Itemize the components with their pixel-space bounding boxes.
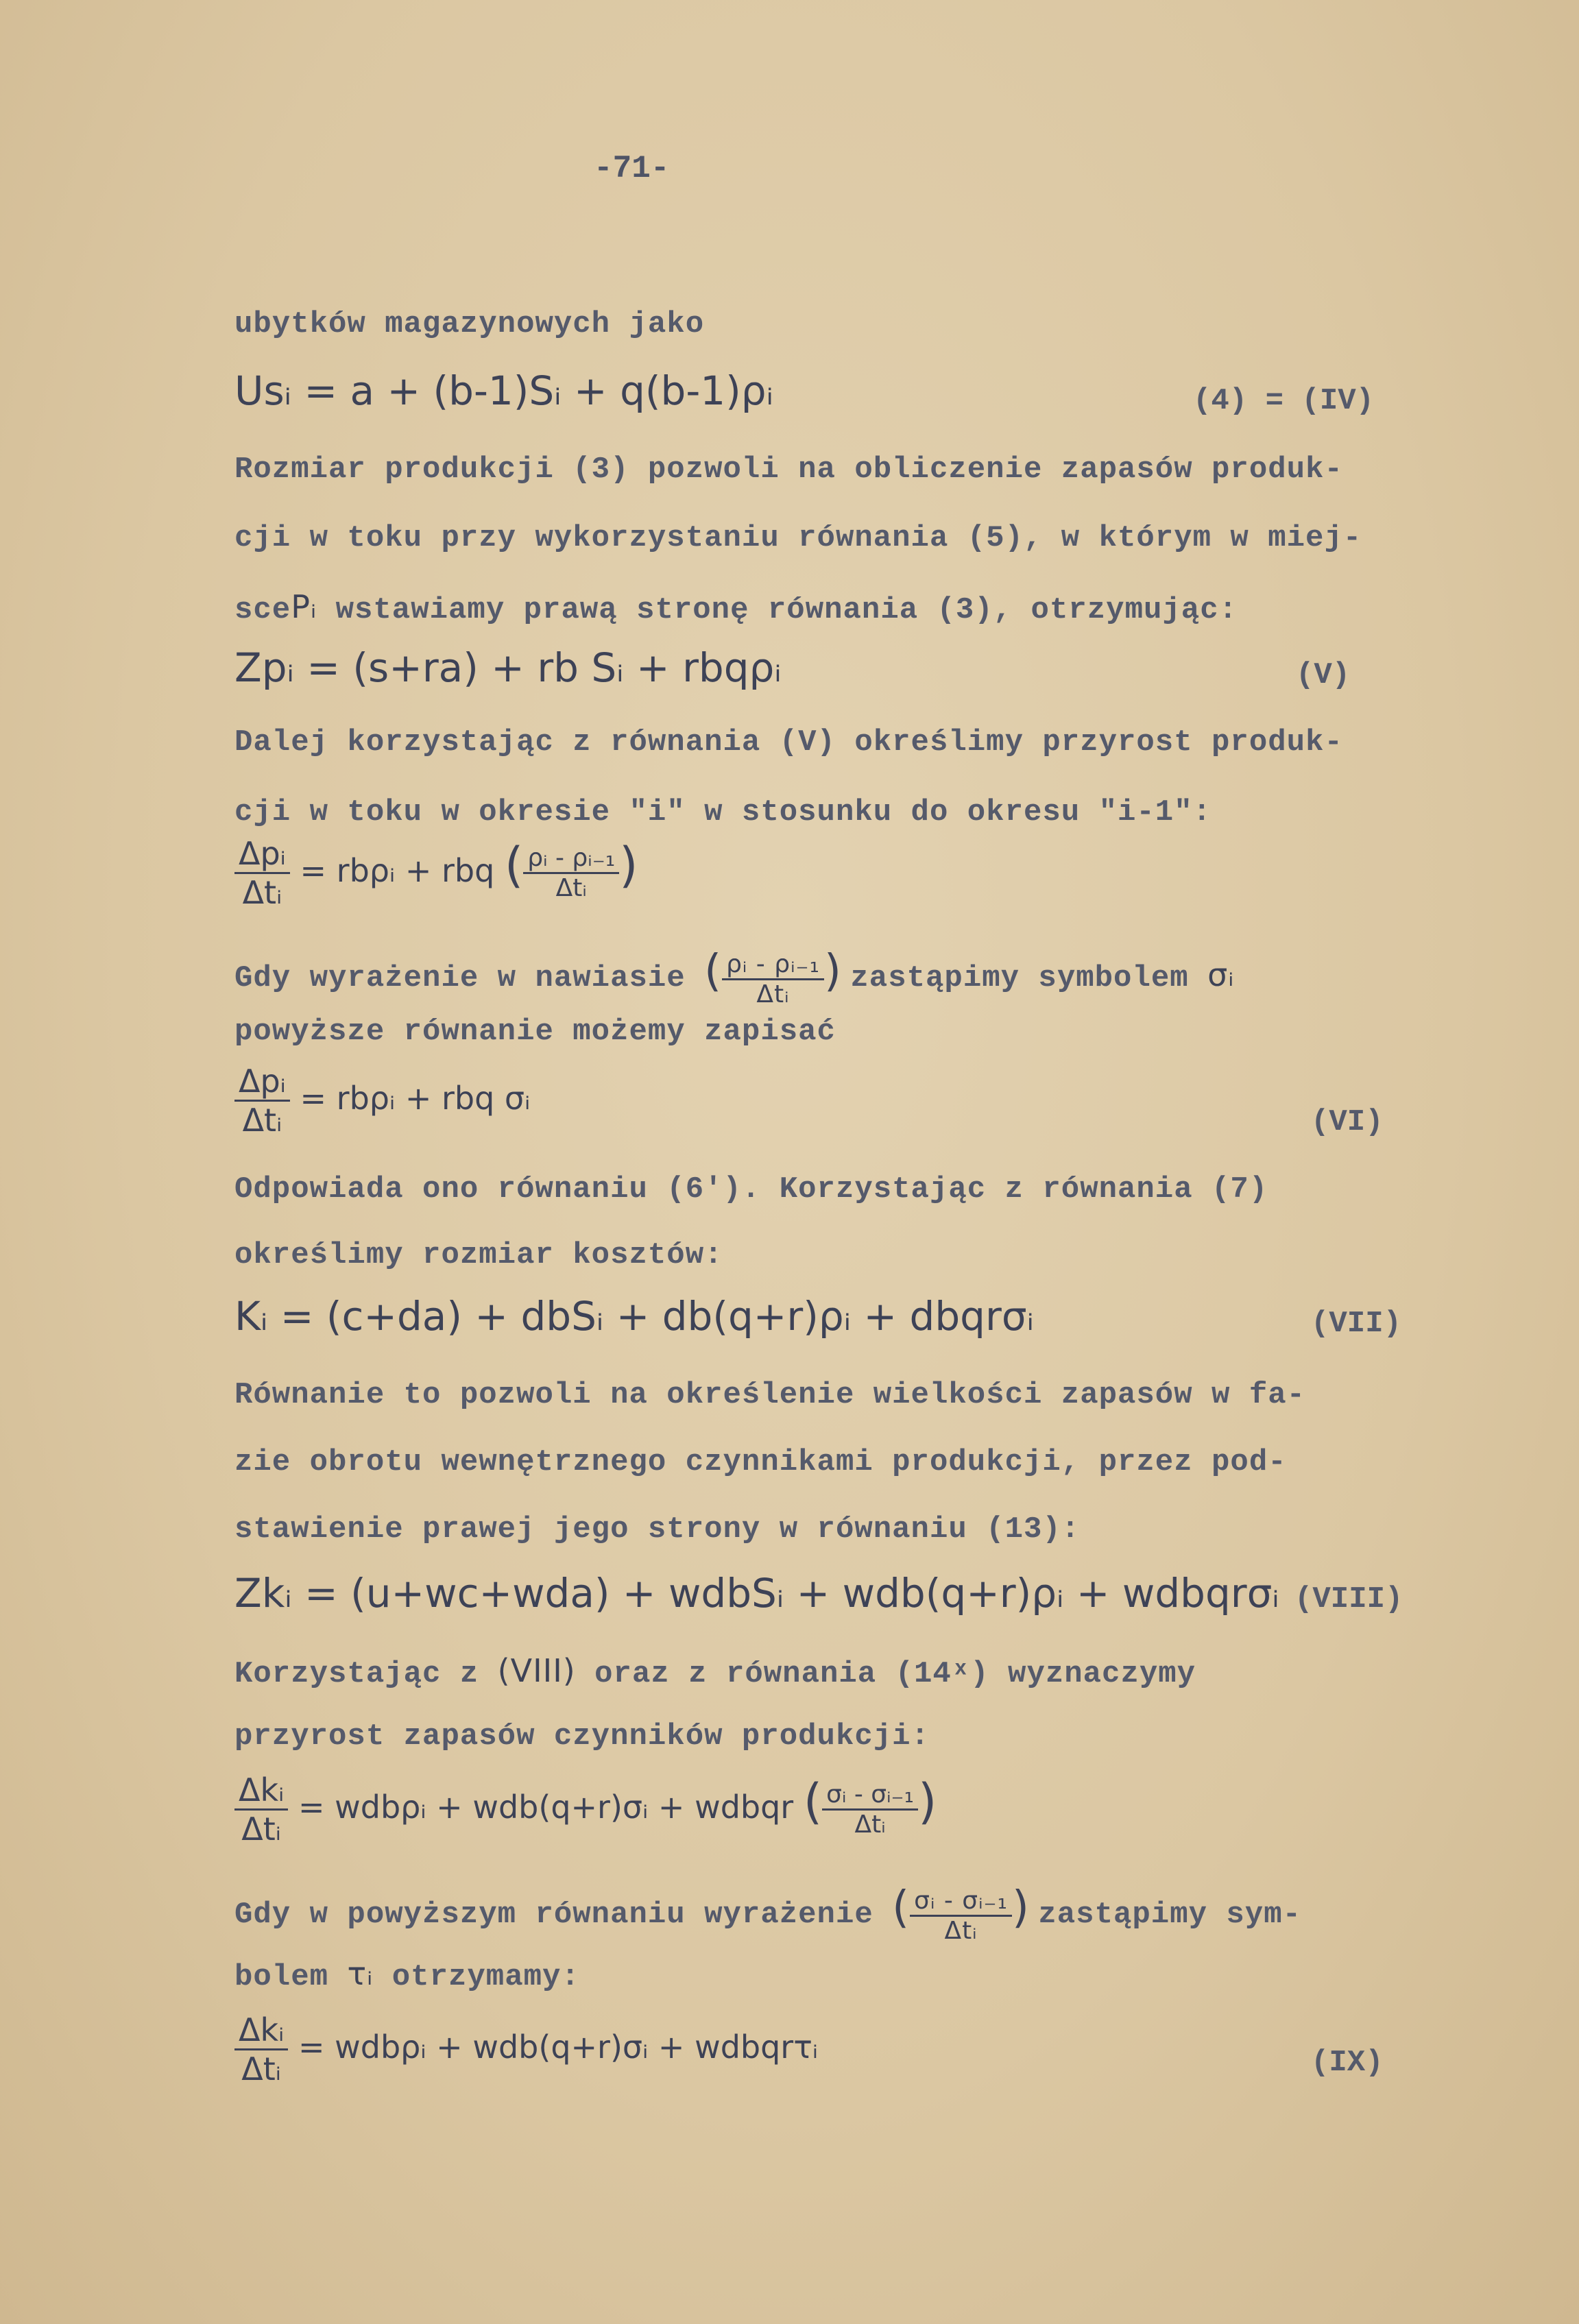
inline-fraction-rho: ( $\frac{\text{ρᵢ - ρᵢ₋₁}}{\text{Δtᵢ}}$ ) [704, 946, 842, 1008]
inline-fraction-sigma-denominator: Δtᵢ [944, 1916, 978, 1945]
text-line-2: Rozmiar produkcji (3) pozwoli na obliczenie zapasów produk- [234, 452, 1343, 487]
equation-IX [234, 2011, 818, 2087]
inline-fraction-rho-numerator: ρᵢ - ρᵢ₋₁ [722, 950, 824, 980]
text-line-17-end: otrzymamy: [391, 1960, 580, 1994]
text-line-16-end: zastąpimy sym- [1038, 1898, 1302, 1932]
text-line-16 [234, 1883, 1301, 1945]
text-line-17-start: bolem [234, 1960, 329, 1994]
inline-fraction-sigma-numerator: σᵢ - σᵢ₋₁ [910, 1887, 1012, 1917]
delta-p-numerator: Δpᵢ [234, 835, 290, 874]
equation-VII-label: (VII) [1311, 1307, 1402, 1341]
text-line-14-start: Korzystając z [234, 1657, 479, 1691]
delta-k-inner-numerator: σᵢ - σᵢ₋₁ [822, 1780, 918, 1811]
equation-VI [234, 1063, 530, 1139]
text-line-14-end: oraz z równania (14ˣ) wyznaczymy [594, 1657, 1196, 1691]
equation-IX-numerator: Δkᵢ [234, 2011, 288, 2050]
equation-VI-rhs: = rbρᵢ + rbq σᵢ [300, 1080, 531, 1117]
inline-fraction-sigma-body [910, 1887, 1012, 1945]
text-line-4-end: wstawiamy prawą stronę równania (3), otrzymując: [335, 593, 1238, 627]
text-line-16-start: Gdy w powyższym równaniu wyrażenie [234, 1898, 873, 1932]
equation-VII: Kᵢ = (c+da) + dbSᵢ + db(q+r)ρᵢ + dbqrσᵢ [234, 1293, 1034, 1340]
text-line-13: stawienie prawej jego strony w równaniu (13): [234, 1512, 1081, 1547]
delta-p-inner-numerator: ρᵢ - ρᵢ₋₁ [523, 844, 619, 874]
text-line-14 [234, 1652, 1196, 1691]
delta-p-inner-fraction [523, 844, 619, 902]
inline-fraction-rho-body [722, 950, 824, 1008]
delta-p-rhs: = rbρᵢ + rbq [300, 852, 495, 889]
equation-delta-p: $\frac{\text{Δpᵢ}}{\text{Δtᵢ}}$ = rbρᵢ + rbq ( $\frac{\text{ρᵢ - ρᵢ₋₁}}{\text{Δtᵢ}}$ ) [234, 835, 638, 911]
page-number: -71- [594, 151, 670, 186]
text-line-3: cji w toku przy wykorzystaniu równania (5), w którym w miej- [234, 521, 1362, 555]
text-line-7-end: zastąpimy symbolem [850, 961, 1189, 995]
text-line-12: zie obrotu wewnętrznego czynnikami produkcji, przez pod- [234, 1445, 1287, 1479]
inline-fraction-sigma: ( $\frac{\text{σᵢ - σᵢ₋₁}}{\text{Δtᵢ}}$ ) [892, 1883, 1030, 1945]
symbol-tau-i: τᵢ [347, 1955, 374, 1992]
equation-delta-k: $\frac{\text{Δkᵢ}}{\text{Δtᵢ}}$ = wdbρᵢ + wdb(q+r)σᵢ + wdbqr ( $\frac{\text{σᵢ - σᵢ₋₁}}{\text{Δtᵢ}}$ ) [234, 1771, 937, 1848]
text-line-4 [234, 588, 1238, 627]
text-line-1: ubytków magazynowych jako [234, 307, 705, 341]
text-line-8: powyższe równanie możemy zapisać [234, 1015, 836, 1049]
equation-VI-label: (VI) [1311, 1105, 1384, 1139]
equation-IX-fraction [234, 2011, 288, 2087]
equation-reference-VIII: (VIII) [497, 1652, 576, 1689]
equation-VI-denominator: Δtᵢ [242, 1102, 282, 1139]
equation-IX-denominator: Δtᵢ [241, 2050, 282, 2087]
delta-k-rhs: = wdbρᵢ + wdb(q+r)σᵢ + wdbqr [298, 1789, 794, 1826]
equation-VI-numerator: Δpᵢ [234, 1063, 290, 1102]
text-line-11: Równanie to pozwoli na określenie wielkości zapasów w fa- [234, 1378, 1306, 1412]
text-line-6: cji w toku w okresie "i" w stosunku do okresu "i-1": [234, 795, 1212, 830]
text-line-9: Odpowiada ono równaniu (6'). Korzystając z równania (7) [234, 1172, 1268, 1207]
text-line-7-start: Gdy wyrażenie w nawiasie [234, 961, 686, 995]
delta-k-denominator: Δtᵢ [241, 1811, 282, 1848]
text-line-4-start: sce [234, 593, 291, 627]
symbol-p-i: Pᵢ [291, 588, 317, 625]
delta-k-fraction [234, 1771, 288, 1848]
equation-V: Zpᵢ = (s+ra) + rb Sᵢ + rbqρᵢ [234, 644, 782, 691]
inline-fraction-rho-denominator: Δtᵢ [756, 980, 790, 1008]
equation-V-label: (V) [1296, 658, 1351, 692]
text-line-7 [234, 946, 1234, 1008]
equation-VI-fraction [234, 1063, 290, 1139]
delta-k-inner-denominator: Δtᵢ [854, 1811, 886, 1839]
delta-p-denominator: Δtᵢ [242, 874, 282, 911]
text-line-10: określimy rozmiar kosztów: [234, 1238, 723, 1272]
delta-p-fraction [234, 835, 290, 911]
delta-p-inner-denominator: Δtᵢ [555, 874, 587, 902]
text-line-17 [234, 1955, 580, 1994]
text-line-5: Dalej korzystając z równania (V) określimy przyrost produk- [234, 725, 1343, 760]
delta-k-numerator: Δkᵢ [234, 1771, 288, 1811]
symbol-sigma-i: σᵢ [1207, 956, 1235, 993]
equation-IX-rhs: = wdbρᵢ + wdb(q+r)σᵢ + wdbqrτᵢ [298, 2029, 819, 2066]
equation-4: Usᵢ = a + (b-1)Sᵢ + q(b-1)ρᵢ [234, 367, 773, 414]
equation-VIII: Zkᵢ = (u+wc+wda) + wdbSᵢ + wdb(q+r)ρᵢ + wdbqrσᵢ [234, 1570, 1279, 1617]
equation-4-label: (4) = (IV) [1193, 384, 1375, 418]
equation-VIII-label: (VIII) [1294, 1582, 1403, 1617]
delta-k-inner-fraction [822, 1780, 918, 1839]
text-line-15: przyrost zapasów czynników produkcji: [234, 1719, 930, 1754]
equation-IX-label: (IX) [1311, 2046, 1384, 2080]
